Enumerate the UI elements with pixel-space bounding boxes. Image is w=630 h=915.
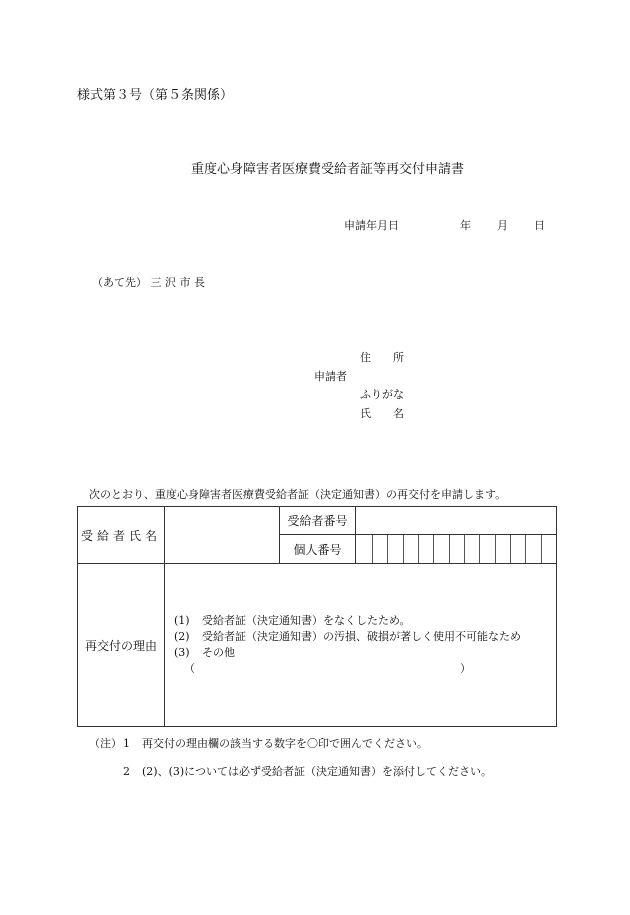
recipient-number-field[interactable] (356, 507, 557, 535)
digit-box[interactable] (479, 535, 494, 563)
digit-box[interactable] (464, 535, 479, 563)
note-2 (123, 763, 492, 779)
year-label: 年 (460, 219, 471, 232)
furigana-label: ふりがな (360, 388, 404, 401)
reason-text: 受給者証（決定通知書）の汚損、破損が著しく使用不可能なため (202, 630, 521, 643)
digit-box[interactable] (541, 535, 556, 563)
digit-box[interactable] (356, 535, 372, 563)
personal-number-digits (356, 535, 556, 563)
applicant-label: 申請者 (314, 370, 347, 383)
name-label: 氏 名 (360, 407, 404, 420)
reason-option-3[interactable] (174, 645, 556, 661)
digit-box[interactable] (510, 535, 525, 563)
reason-text: その他 (202, 646, 235, 659)
reason-label: 再交付の理由 (78, 564, 165, 727)
personal-number-field[interactable] (356, 535, 557, 564)
note-text: 再交付の理由欄の該当する数字を〇印で囲んでください。 (142, 737, 428, 750)
note-number: 1 (123, 737, 130, 750)
form-number: 様式第３号（第５条関係） (77, 88, 234, 103)
personal-number-label: 個人番号 (280, 535, 356, 564)
intro-text: 次のとおり、重度心身障害者医療費受給者証（決定通知書）の再交付を申請します。 (89, 488, 507, 501)
reason-number: (3) (174, 646, 190, 659)
day-label: 日 (534, 219, 545, 232)
address-label: 住 所 (360, 351, 404, 364)
digit-box[interactable] (525, 535, 540, 563)
recipient-name-field[interactable] (165, 507, 280, 564)
application-table (77, 506, 557, 727)
digit-box[interactable] (449, 535, 464, 563)
addressee (92, 274, 205, 290)
note-text: (2)、(3)については必ず受給者証（決定通知書）を添付してください。 (142, 765, 492, 778)
digit-box[interactable] (495, 535, 510, 563)
digit-box[interactable] (372, 535, 387, 563)
application-date-label: 申請年月日 (344, 219, 399, 232)
reason-option-1[interactable] (174, 613, 556, 629)
reason-option-2[interactable] (174, 629, 556, 645)
digit-box[interactable] (403, 535, 418, 563)
note-1 (89, 735, 428, 751)
reason-number: (2) (174, 630, 190, 643)
recipient-name-label: 受給者氏名 (78, 507, 165, 564)
month-label: 月 (497, 219, 508, 232)
note-number: 2 (123, 765, 130, 778)
reason-text: 受給者証（決定通知書）をなくしたため。 (202, 614, 411, 627)
paren-open: （ (184, 662, 195, 675)
digit-box[interactable] (387, 535, 402, 563)
addressee-prefix: （あて先） (92, 276, 147, 289)
recipient-number-label: 受給者番号 (280, 507, 356, 535)
addressee-name: 三 沢 市 長 (150, 276, 205, 289)
digit-box[interactable] (433, 535, 448, 563)
note-prefix: （注） (89, 737, 122, 750)
reason-number: (1) (174, 614, 190, 627)
paren-close: ） (460, 662, 471, 675)
other-reason-field[interactable] (174, 661, 556, 677)
digit-box[interactable] (418, 535, 433, 563)
reason-options (165, 564, 557, 727)
document-title: 重度心身障害者医療費受給者証等再交付申請書 (191, 162, 465, 177)
